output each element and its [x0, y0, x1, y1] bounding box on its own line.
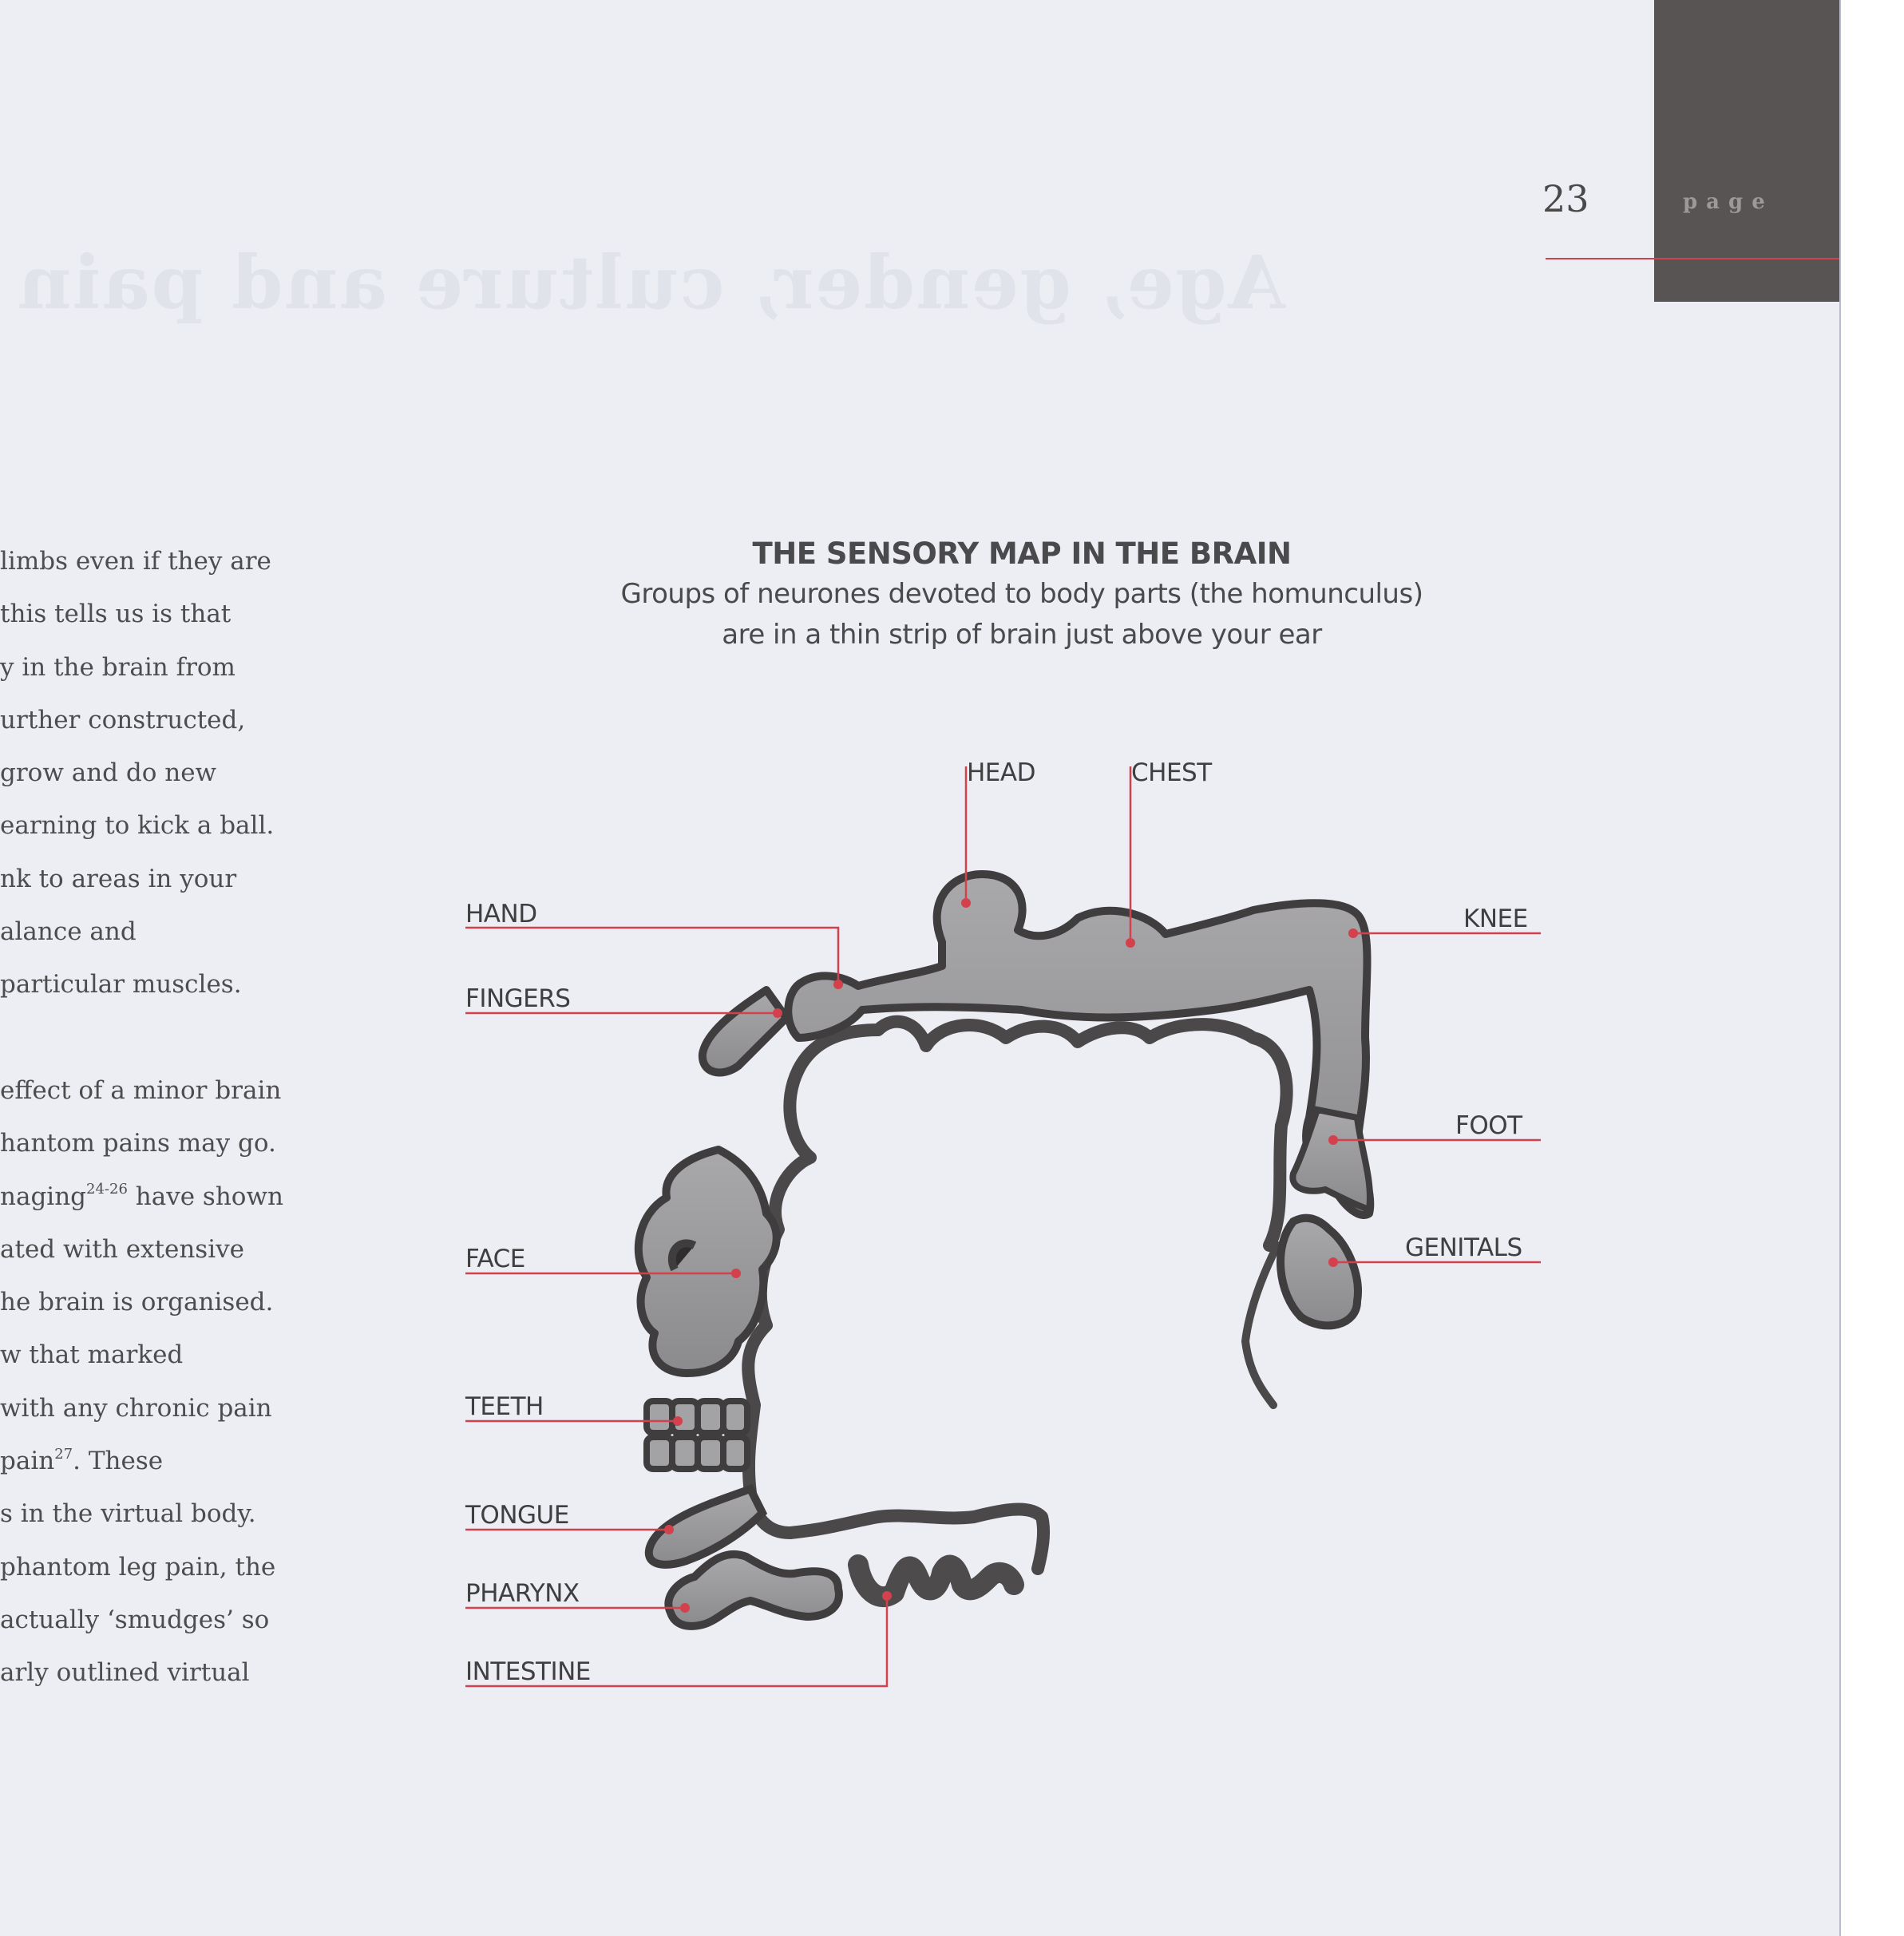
label-face: FACE — [465, 1245, 525, 1273]
body-line: with any chronic pain — [0, 1393, 272, 1423]
body-line: y in the brain from — [0, 652, 236, 682]
body-text: have shown — [127, 1182, 283, 1211]
label-pharynx: PHARYNX — [465, 1579, 580, 1608]
teeth-shape — [647, 1401, 747, 1469]
page-tab-label: page — [1683, 190, 1774, 214]
pharynx-shape — [668, 1554, 839, 1626]
show-through-heading: Age, gender, culture and pain — [16, 240, 1285, 326]
body-line: actually ‘smudges’ so — [0, 1605, 270, 1634]
page-number: 23 — [1542, 177, 1589, 220]
body-line: ated with extensive — [0, 1234, 244, 1264]
intestine-shape — [858, 1565, 1014, 1597]
figure-subtitle-line-2: are in a thin strip of brain just above your ear — [722, 619, 1322, 651]
citation-superscript: 24-26 — [86, 1181, 128, 1198]
brain-outline — [748, 1022, 1286, 1569]
body-text: . These — [73, 1447, 164, 1476]
label-hand: HAND — [465, 900, 537, 928]
body-line: arly outlined virtual — [0, 1658, 250, 1688]
citation-superscript: 27 — [54, 1445, 73, 1463]
body-line: he brain is organised. — [0, 1288, 274, 1317]
body-line: alance and — [0, 917, 137, 947]
figure-title: THE SENSORY MAP IN THE BRAIN — [752, 536, 1292, 571]
thumb-shape — [703, 990, 786, 1072]
body-line: particular muscles. — [0, 970, 242, 1000]
label-foot: FOOT — [1455, 1111, 1522, 1140]
body-line: effect of a minor brain — [0, 1075, 282, 1105]
label-teeth: TEETH — [465, 1392, 544, 1421]
body-text: naging — [0, 1182, 87, 1211]
body-line: s in the virtual body. — [0, 1499, 256, 1529]
genitals-shape — [1281, 1218, 1358, 1326]
body-line: phantom leg pain, the — [0, 1552, 276, 1582]
body-line: nk to areas in your — [0, 864, 237, 893]
body-line: limbs even if they are — [0, 547, 271, 576]
leader-hand — [465, 928, 838, 984]
label-fingers: FINGERS — [465, 984, 571, 1013]
body-line: grow and do new — [0, 758, 217, 788]
body-line: hantom pains may go. — [0, 1129, 276, 1158]
body-line: urther constructed, — [0, 705, 246, 734]
label-tongue: TONGUE — [465, 1501, 569, 1530]
body-text: pain — [0, 1447, 55, 1476]
body-line: this tells us is that — [0, 600, 232, 629]
label-head: HEAD — [967, 758, 1035, 787]
label-chest: CHEST — [1131, 758, 1212, 787]
label-knee: KNEE — [1463, 905, 1528, 933]
label-intestine: INTESTINE — [465, 1657, 591, 1686]
label-genitals: GENITALS — [1405, 1233, 1522, 1262]
body-line: w that marked — [0, 1340, 184, 1370]
figure-subtitle-line-1: Groups of neurones devoted to body parts (the homunculus) — [620, 578, 1423, 610]
body-line: earning to kick a ball. — [0, 811, 275, 841]
